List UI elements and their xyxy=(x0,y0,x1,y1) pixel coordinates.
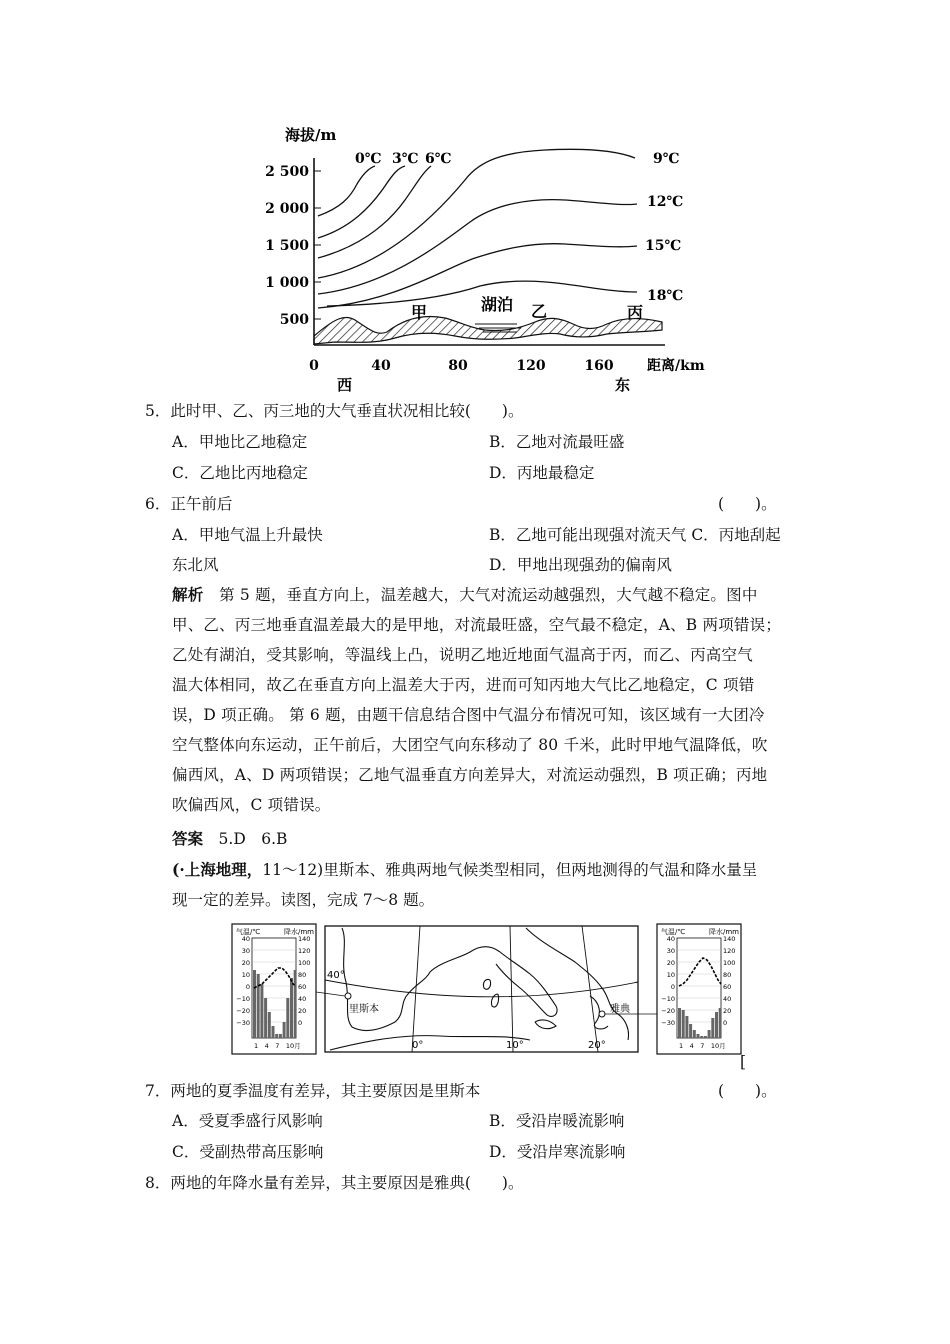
lisbon-p-100: 100 xyxy=(298,959,311,967)
athens-t-m30: −30 xyxy=(661,1019,675,1027)
intro-source: (·上海地理， xyxy=(172,860,263,879)
q5-option-a: A．甲地比乙地稳定 xyxy=(172,433,308,451)
athens-p-40: 40 xyxy=(723,995,732,1003)
isotherm-label-9c: 9℃ xyxy=(653,151,680,167)
q5-stem: 5．此时甲、乙、丙三地的大气垂直状况相比较( )。 xyxy=(145,402,524,420)
q6-paren: ( )。 xyxy=(718,495,777,513)
lisbon-p-0: 0 xyxy=(298,1019,303,1027)
isotherm-label-0c: 0℃ xyxy=(355,151,382,167)
intro-line-1-rest: 11～12)里斯本、雅典两地气候类型相同，但两地测得的气温和降水量呈 xyxy=(262,861,758,879)
lisbon-t-0: 0 xyxy=(245,983,250,991)
lisbon-label: 里斯本 xyxy=(349,1004,379,1015)
lisbon-t-30: 30 xyxy=(241,947,250,955)
q5-option-b: B．乙地对流最旺盛 xyxy=(489,433,625,451)
map-panel xyxy=(316,926,658,1052)
athens-p-0: 0 xyxy=(723,1019,728,1027)
athens-t-m20: −20 xyxy=(661,1007,675,1015)
lisbon-t-40: 40 xyxy=(241,935,250,943)
isotherm-label-18c: 18℃ xyxy=(647,288,684,304)
q5-option-d: D．丙地最稳定 xyxy=(489,464,595,482)
isotherm-label-15c: 15℃ xyxy=(645,238,682,254)
west-label: 西 xyxy=(337,376,353,394)
analysis-line-3: 乙处有湖泊，受其影响，等温线上凸，说明乙地近地面气温高于丙，而乙、丙高空气 xyxy=(172,646,753,664)
athens-p-120: 120 xyxy=(723,947,736,955)
place-yi: 乙 xyxy=(531,302,548,321)
athens-precip-label: 降水/mm xyxy=(709,928,739,936)
y-tick-2500: 2 500 xyxy=(265,164,309,180)
intro-line-2: 现一定的差异。读图，完成 7～8 题。 xyxy=(172,891,435,909)
lisbon-t-m10: −10 xyxy=(236,995,250,1003)
analysis-block xyxy=(172,580,822,820)
q7-option-b: B．受沿岸暖流影响 xyxy=(489,1112,625,1130)
x-tick-0: 0 xyxy=(309,358,319,374)
athens-t-10: 10 xyxy=(666,971,675,979)
x-tick-80: 80 xyxy=(448,358,468,374)
lon-20-label: 20° xyxy=(588,1040,606,1051)
lisbon-p-60: 60 xyxy=(298,983,307,991)
athens-t-20: 20 xyxy=(666,959,675,967)
lisbon-t-m30: −30 xyxy=(236,1019,250,1027)
analysis-line-4: 温大体相同，故乙在垂直方向上温差大于丙，进而可知丙地大气比乙地稳定，C 项错 xyxy=(172,676,755,694)
lisbon-p-80: 80 xyxy=(298,971,307,979)
q7-option-d: D．受沿岸寒流影响 xyxy=(489,1143,626,1161)
lisbon-p-40: 40 xyxy=(298,995,307,1003)
x-tick-160: 160 xyxy=(584,358,614,374)
answer-line xyxy=(172,829,287,849)
athens-p-140: 140 xyxy=(723,935,736,943)
isotherm-profile-figure xyxy=(255,118,725,400)
q8-stem: 8．两地的年降水量有差异，其主要原因是雅典( )。 xyxy=(145,1174,524,1192)
athens-marker xyxy=(599,1011,605,1017)
y-tick-2000: 2 000 xyxy=(265,201,309,217)
lisbon-climate-chart xyxy=(232,924,316,1054)
lisbon-marker xyxy=(345,993,351,999)
isotherm-12c xyxy=(318,200,637,294)
analysis-line-5: 误，D 项正确。 第 6 题，由题干信息结合图中气温分布情况可知，该区域有一大团冷 xyxy=(172,706,765,724)
x-tick-40: 40 xyxy=(371,358,391,374)
isotherm-label-3c: 3℃ xyxy=(392,151,419,167)
east-label: 东 xyxy=(615,376,631,394)
athens-p-60: 60 xyxy=(723,983,732,991)
analysis-line-1: 第 5 题，垂直方向上，温差越大，大气对流运动越强烈，大气越不稳定。图中 xyxy=(219,586,758,604)
analysis-line-6: 空气整体向东运动，正午前后，大团空气向东移动了 80 千米，此时甲地气温降低，吹 xyxy=(172,736,768,754)
athens-t-m10: −10 xyxy=(661,995,675,1003)
lisbon-temp-label: 气温/℃ xyxy=(236,928,261,936)
place-jia: 甲 xyxy=(411,303,428,322)
athens-temp-label: 气温/℃ xyxy=(661,928,686,936)
q6-stem: 6．正午前后 xyxy=(145,495,233,513)
y-tick-1500: 1 500 xyxy=(265,238,309,254)
y-tick-500: 500 xyxy=(279,312,309,328)
isotherm-label-6c: 6℃ xyxy=(425,151,452,167)
lisbon-p-120: 120 xyxy=(298,947,311,955)
athens-label: 雅典 xyxy=(610,1004,630,1015)
lisbon-t-10: 10 xyxy=(241,971,250,979)
athens-p-20: 20 xyxy=(723,1007,732,1015)
athens-months: 1 4 7 10月 xyxy=(679,1042,726,1050)
answer-value: 5.D 6.B xyxy=(218,830,288,848)
q6-option-b: B．乙地可能出现强对流天气 C．丙地刮起 xyxy=(489,526,781,544)
y-tick-1000: 1 000 xyxy=(265,275,309,291)
lisbon-months: 1 4 7 10月 xyxy=(254,1042,301,1050)
q6-option-c-cont: 东北风 xyxy=(172,556,219,574)
isotherm-label-12c: 12℃ xyxy=(647,194,684,210)
y-axis-label: 海拔/m xyxy=(285,126,337,144)
athens-t-30: 30 xyxy=(666,947,675,955)
analysis-label: 解析 xyxy=(172,585,204,604)
lat-40-label: 40° xyxy=(327,970,345,981)
lake-label: 湖泊 xyxy=(481,295,514,314)
isotherm-9c xyxy=(318,149,635,278)
lisbon-p-20: 20 xyxy=(298,1007,307,1015)
analysis-line-8: 吹偏西风，C 项错误。 xyxy=(172,796,331,814)
q7-stem: 7．两地的夏季温度有差异，其主要原因是里斯本 xyxy=(145,1082,481,1100)
analysis-line-7: 偏西风，A、D 两项错误；乙地气温垂直方向差异大，对流运动强烈，B 项正确；丙地 xyxy=(172,766,768,784)
q6-option-a: A．甲地气温上升最快 xyxy=(172,526,323,544)
x-tick-120: 120 xyxy=(516,358,546,374)
athens-p-100: 100 xyxy=(723,959,736,967)
isotherm-15c xyxy=(318,244,637,308)
q7-paren: ( )。 xyxy=(718,1082,777,1100)
lisbon-p-140: 140 xyxy=(298,935,311,943)
isotherm-6c xyxy=(318,166,431,258)
lisbon-t-20: 20 xyxy=(241,959,250,967)
lon-0-label: 0° xyxy=(412,1040,424,1051)
lon-10-label: 10° xyxy=(506,1040,524,1051)
stray-bracket: [ xyxy=(740,1053,747,1071)
lisbon-t-m20: −20 xyxy=(236,1007,250,1015)
athens-t-40: 40 xyxy=(666,935,675,943)
x-axis-label: 距离/km xyxy=(647,358,705,374)
answer-label: 答案 xyxy=(172,829,204,848)
q7-option-a: A．受夏季盛行风影响 xyxy=(172,1112,323,1130)
lisbon-precip-label: 降水/mm xyxy=(284,928,314,936)
terrain-ground xyxy=(314,317,662,344)
mediterranean-map-figure xyxy=(230,922,745,1057)
place-bing: 丙 xyxy=(627,303,644,322)
q5-option-c: C．乙地比丙地稳定 xyxy=(172,464,308,482)
athens-t-0: 0 xyxy=(670,983,675,991)
intro-line-1 xyxy=(172,860,757,880)
q7-option-c: C．受副热带高压影响 xyxy=(172,1143,324,1161)
athens-p-80: 80 xyxy=(723,971,732,979)
analysis-line-2: 甲、乙、丙三地垂直温差最大的是甲地，对流最旺盛，空气最不稳定，A、B 两项错误； xyxy=(172,616,782,634)
athens-climate-chart xyxy=(657,924,741,1054)
q6-option-d: D．甲地出现强劲的偏南风 xyxy=(489,556,672,574)
